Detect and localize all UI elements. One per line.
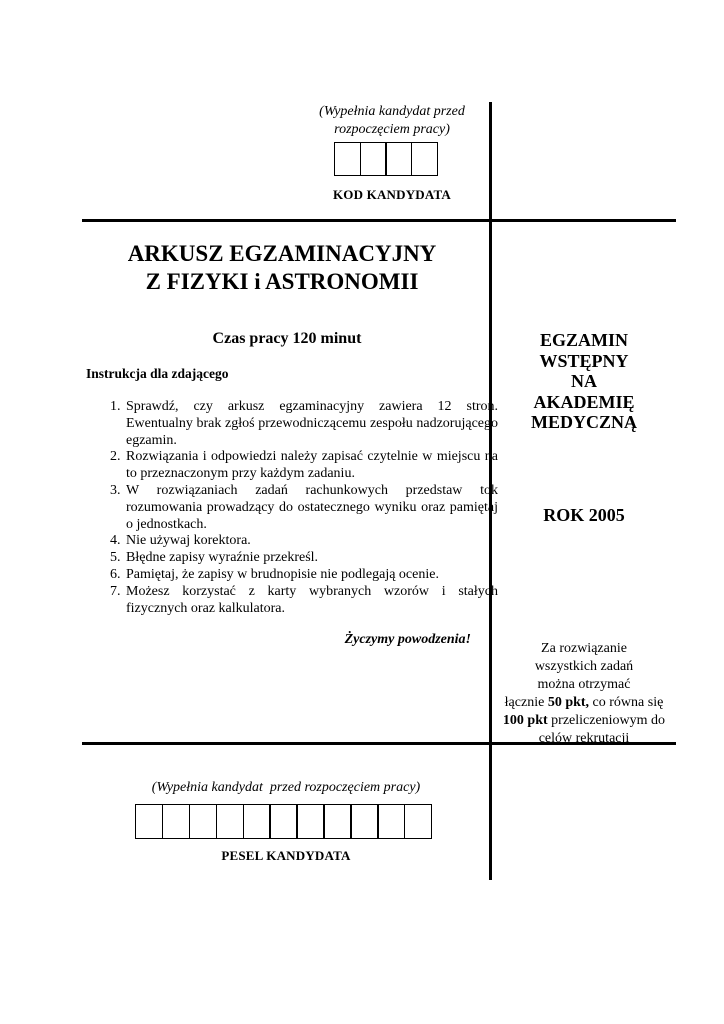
instruction-item: 1. Sprawdź, czy arkusz egzaminacyjny zawiera 12 stron. Ewentualny brak zgłoś przewodniczącemu zespołu nadzorującego egzamin.	[124, 399, 498, 449]
instruction-item: 4. Nie używaj korektora.	[124, 533, 498, 550]
pesel-box[interactable]	[135, 804, 163, 839]
candidate-code-note-line1: (Wypełnia kandydat przed	[319, 104, 465, 119]
exam-year: ROK 2005	[543, 505, 625, 525]
exam-type-line: NA	[571, 371, 597, 391]
instruction-item: 3. W rozwiązaniach zadań rachunkowych przedstaw tok rozumowania prowadzący do ostatecznego wyniku oraz pamiętaj o jednostkach.	[124, 483, 498, 533]
instruction-item: 7. Możesz korzystać z karty wybranych wzorów i stałych fizycznych oraz kalkulatora.	[124, 584, 498, 618]
candidate-code-box[interactable]	[411, 142, 438, 176]
candidate-code-boxes	[334, 142, 438, 176]
top-divider	[82, 219, 676, 222]
points-text: przeliczeniowym do	[547, 713, 666, 728]
candidate-code-note-line2: rozpoczęciem pracy)	[334, 122, 450, 137]
points-line	[492, 712, 676, 730]
candidate-code-box[interactable]	[334, 142, 361, 176]
exam-type-line: EGZAMIN	[539, 330, 628, 350]
points-text: co równa się	[589, 695, 664, 710]
points-line: można otrzymać	[537, 677, 631, 692]
pesel-box[interactable]	[404, 804, 432, 839]
instructions-heading: Instrukcja dla zdającego	[86, 366, 229, 381]
exam-type-line: MEDYCZNĄ	[531, 412, 637, 432]
candidate-code-note	[282, 103, 502, 139]
exam-type-line: AKADEMIĘ	[533, 391, 635, 412]
pesel-box[interactable]	[323, 804, 351, 839]
pesel-box[interactable]	[296, 804, 324, 839]
pesel-box[interactable]	[377, 804, 405, 839]
points-line: wszystkich zadań	[534, 659, 634, 674]
pesel-boxes	[135, 804, 432, 839]
instruction-item: 6. Pamiętaj, że zapisy w brudnopisie nie podlegają ocenie.	[124, 567, 498, 584]
points-line: Za rozwiązanie	[541, 641, 627, 656]
instruction-item: 5. Błędne zapisy wyraźnie przekreśl.	[124, 550, 498, 567]
pesel-label: PESEL KANDYDATA	[221, 848, 351, 863]
pesel-box[interactable]	[162, 804, 190, 839]
pesel-box[interactable]	[350, 804, 378, 839]
points-text: łącznie	[504, 695, 548, 710]
points-value: 100 pkt	[502, 713, 548, 728]
page-title-line2: Z FIZYKI i ASTRONOMII	[145, 269, 419, 294]
points-line: celów rekrutacji	[538, 731, 630, 746]
exam-type-line: WSTĘPNY	[539, 350, 629, 371]
candidate-code-box[interactable]	[360, 142, 387, 176]
pesel-box[interactable]	[216, 804, 244, 839]
exam-type	[492, 330, 676, 433]
instruction-item: 2. Rozwiązania i odpowiedzi należy zapisać czytelnie w miejscu na to przeznaczonym przy każdym zadaniu.	[124, 449, 498, 483]
page-title	[82, 240, 482, 296]
points-value: 50 pkt,	[547, 695, 590, 710]
points-line	[492, 694, 676, 712]
good-luck-message: Życzymy powodzenia!	[344, 632, 471, 647]
pesel-box[interactable]	[243, 804, 271, 839]
exam-duration: Czas pracy 120 minut	[212, 330, 362, 347]
candidate-code-box[interactable]	[385, 142, 412, 176]
page-title-line1: ARKUSZ EGZAMINACYJNY	[127, 241, 437, 266]
pesel-note: (Wypełnia kandydat przed rozpoczęciem pracy)	[151, 780, 421, 795]
instructions-list	[102, 399, 498, 617]
candidate-code-label: KOD KANDYDATA	[332, 187, 452, 202]
pesel-box[interactable]	[189, 804, 217, 839]
pesel-box[interactable]	[269, 804, 297, 839]
points-info	[492, 640, 676, 748]
